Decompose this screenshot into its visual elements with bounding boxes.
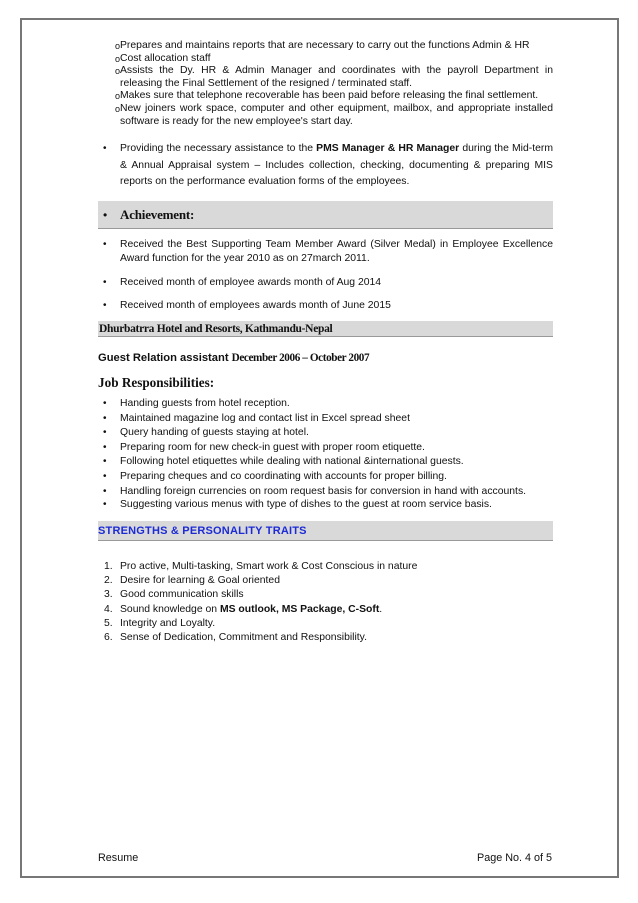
list-item: 6. Sense of Dedication, Commitment and Responsibility. xyxy=(104,632,367,644)
list-item: • Handing guests from hotel reception. xyxy=(98,397,553,412)
bullet-icon: • xyxy=(103,276,107,288)
bullet-icon: • xyxy=(103,441,107,453)
bullet-icon: • xyxy=(103,398,107,410)
bullet-icon: • xyxy=(103,238,107,250)
bullet-icon: • xyxy=(103,412,107,424)
circle-bullet-icon: o xyxy=(115,91,121,102)
circle-bullet-icon: o xyxy=(115,41,121,51)
circle-bullet-icon: o xyxy=(115,103,121,114)
role-title: Guest Relation assistant xyxy=(98,352,232,365)
responsibilities-list xyxy=(98,397,553,513)
strengths-list xyxy=(98,560,553,646)
circle-bullet-icon: o xyxy=(115,66,121,77)
footer-left: Resume xyxy=(98,852,139,864)
footer-page-number: Page No. 4 of 5 xyxy=(477,852,553,864)
list-item: • Handling foreign currencies on room request basis for conversion in hand with accounts. xyxy=(103,485,527,497)
list-item: • Preparing cheques and co coordinating with accounts for proper billing. xyxy=(98,470,553,485)
list-item: o Prepares and maintains reports that are necessary to carry out the functions Admin & HR xyxy=(115,40,530,51)
achievement-item: • Received month of employees awards month of June 2015 xyxy=(98,299,553,314)
list-item: • Maintained magazine log and contact list in Excel spread sheet xyxy=(98,412,553,427)
pms-assistance-item: • Providing the necessary assistance to the PMS Manager & HR Manager during the Mid-term & Annual Appraisal system – Includes collection, checking, documenting & preparing MIS reports on the performance evaluation forms of the employees. xyxy=(103,143,553,188)
bullet-icon: • xyxy=(103,143,107,155)
list-item: 3. Good communication skills xyxy=(104,589,244,601)
list-item: o Assists the Dy. HR & Admin Manager and coordinates with the payroll Department in releasing the Final Settlement of the resigned / terminated staff. xyxy=(115,65,553,89)
role-line xyxy=(98,351,553,365)
bullet-icon: • xyxy=(103,499,107,511)
list-item: • Query handing of guests staying at hotel. xyxy=(98,426,553,441)
achievement-item: • Received month of employee awards month of Aug 2014 xyxy=(98,276,553,291)
list-item: o Makes sure that telephone recoverable has been paid before releasing the final settlement. xyxy=(115,90,539,102)
company-name: Dhurbatrra Hotel and Resorts, Kathmandu-Nepal xyxy=(99,323,333,336)
list-item: • Suggesting various menus with type of dishes to the guest at room service basis. xyxy=(98,498,553,513)
achievement-heading: Achievement: xyxy=(120,206,195,222)
list-item: o Cost allocation staff xyxy=(115,52,211,64)
circle-bullet-icon: o xyxy=(115,53,121,64)
bullet-icon: • xyxy=(103,456,107,468)
responsibilities-heading: Job Responsibilities: xyxy=(98,375,215,391)
resume-content xyxy=(98,40,553,645)
company-heading-bar xyxy=(98,321,553,337)
bullet-icon: • xyxy=(103,485,107,497)
list-item: 2. Desire for learning & Goal oriented xyxy=(104,574,280,586)
list-item: 1. Pro active, Multi-tasking, Smart work & Cost Conscious in nature xyxy=(104,560,418,572)
list-item: o New joiners work space, computer and other equipment, mailbox, and appropriate installed software is ready for the new employee's start day. xyxy=(115,102,553,127)
bullet-icon: • xyxy=(103,427,107,439)
strengths-heading-bar xyxy=(98,521,553,541)
achievement-item: • Received the Best Supporting Team Member Award (Silver Medal) in Employee Excellence Award function for the year 2010 as on 27march 2011. xyxy=(103,238,553,265)
role-dates: December 2006 – October 2007 xyxy=(231,352,370,365)
strengths-heading: STRENGTHS & PERSONALITY TRAITS xyxy=(98,524,307,537)
list-item: 4. Sound knowledge on MS outlook, MS Package, C-Soft. xyxy=(104,603,383,615)
sub-bullet-list xyxy=(98,40,553,128)
list-item: 5. Integrity and Loyalty. xyxy=(104,617,216,629)
achievement-heading-bar xyxy=(98,201,553,229)
list-item: • Following hotel etiquettes while dealing with national &international guests. xyxy=(98,455,553,470)
list-item: • Preparing room for new check-in guest with proper room etiquette. xyxy=(98,441,553,456)
bullet-icon: • xyxy=(103,300,107,312)
bullet-icon: • xyxy=(103,207,108,222)
bullet-icon: • xyxy=(103,471,107,482)
